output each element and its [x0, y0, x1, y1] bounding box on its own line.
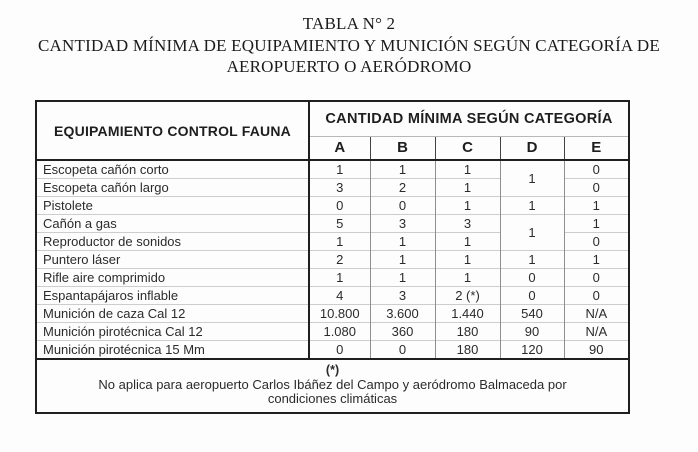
cell-d: 540 — [500, 305, 564, 323]
cell-a: 1 — [309, 233, 370, 251]
cell-e: N/A — [564, 323, 629, 341]
row-label: Cañón a gas — [36, 215, 309, 233]
footnote-marker: (*) — [325, 363, 340, 377]
equipment-header-cell: EQUIPAMIENTO CONTROL FAUNA — [36, 101, 309, 160]
cell-b: 3 — [370, 287, 435, 305]
row-label: Escopeta cañón largo — [36, 179, 309, 197]
row-label: Munición pirotécnica 15 Mm — [36, 341, 309, 360]
cell-c: 180 — [435, 341, 500, 360]
cell-b: 0 — [370, 341, 435, 360]
cell-e: 90 — [564, 341, 629, 360]
footnote-row — [36, 359, 629, 413]
category-col-d: D — [500, 136, 564, 160]
cell-c: 1 — [435, 251, 500, 269]
cell-a: 0 — [309, 341, 370, 360]
cell-c: 180 — [435, 323, 500, 341]
cell-b: 1 — [370, 251, 435, 269]
cell-d-merged: 1 — [500, 215, 564, 251]
cell-e: 1 — [564, 215, 629, 233]
document-title — [0, 13, 698, 78]
row-label: Puntero láser — [36, 251, 309, 269]
table-row — [36, 215, 629, 233]
row-label: Pistolete — [36, 197, 309, 215]
cell-b: 2 — [370, 179, 435, 197]
row-label: Reproductor de sonidos — [36, 233, 309, 251]
cell-b: 3 — [370, 215, 435, 233]
cell-d: 90 — [500, 323, 564, 341]
table-row — [36, 251, 629, 269]
category-col-c: C — [435, 136, 500, 160]
cell-c: 2 (*) — [435, 287, 500, 305]
row-label: Rifle aire comprimido — [36, 269, 309, 287]
table-row — [36, 323, 629, 341]
cell-c: 1 — [435, 160, 500, 179]
cell-a: 1.080 — [309, 323, 370, 341]
cell-b: 1 — [370, 269, 435, 287]
cell-c: 1 — [435, 269, 500, 287]
cell-c: 1 — [435, 233, 500, 251]
cell-d: 1 — [500, 197, 564, 215]
cell-b: 3.600 — [370, 305, 435, 323]
table-row — [36, 160, 629, 179]
cell-e: 0 — [564, 160, 629, 179]
table-row — [36, 305, 629, 323]
cell-d-merged: 1 — [500, 160, 564, 197]
table-row — [36, 269, 629, 287]
table-row — [36, 287, 629, 305]
cell-d: 0 — [500, 269, 564, 287]
cell-a: 4 — [309, 287, 370, 305]
cell-a: 2 — [309, 251, 370, 269]
category-col-a: A — [309, 136, 370, 160]
header-row-group — [36, 101, 629, 136]
document-title-line1: TABLA N° 2 — [302, 14, 396, 33]
cell-b: 1 — [370, 233, 435, 251]
cell-d: 0 — [500, 287, 564, 305]
cell-b: 0 — [370, 197, 435, 215]
cell-e: 0 — [564, 269, 629, 287]
cell-e: 1 — [564, 251, 629, 269]
cell-e: 0 — [564, 287, 629, 305]
document-title-line3: AEROPUERTO O AERÓDROMO — [226, 57, 472, 76]
cell-e: 0 — [564, 233, 629, 251]
cell-a: 0 — [309, 197, 370, 215]
cell-c: 3 — [435, 215, 500, 233]
row-label: Munición de caza Cal 12 — [36, 305, 309, 323]
row-label: Escopeta cañón corto — [36, 160, 309, 179]
table-row — [36, 341, 629, 360]
cell-e: N/A — [564, 305, 629, 323]
cell-a: 5 — [309, 215, 370, 233]
cell-e: 1 — [564, 197, 629, 215]
cell-b: 360 — [370, 323, 435, 341]
row-label: Munición pirotécnica Cal 12 — [36, 323, 309, 341]
cell-d: 120 — [500, 341, 564, 360]
cell-c: 1.440 — [435, 305, 500, 323]
footnote-text-line1: No aplica para aeropuerto Carlos Ibáñez del Campo y aeródromo Balmaceda por — [98, 376, 567, 392]
category-col-e: E — [564, 136, 629, 160]
category-col-b: B — [370, 136, 435, 160]
document-title-line2: CANTIDAD MÍNIMA DE EQUIPAMIENTO Y MUNICIÓN SEGÚN CATEGORÍA DE — [38, 35, 660, 55]
footnote-cell — [36, 359, 629, 413]
row-label: Espantapájaros inflable — [36, 287, 309, 305]
cell-e: 0 — [564, 179, 629, 197]
category-group-header-cell: CANTIDAD MÍNIMA SEGÚN CATEGORÍA — [309, 101, 629, 136]
cell-d: 1 — [500, 251, 564, 269]
table-row — [36, 197, 629, 215]
cell-c: 1 — [435, 179, 500, 197]
footnote-text-line2: condiciones climáticas — [267, 391, 398, 406]
cell-a: 10.800 — [309, 305, 370, 323]
cell-a: 3 — [309, 179, 370, 197]
cell-c: 1 — [435, 197, 500, 215]
cell-a: 1 — [309, 269, 370, 287]
cell-b: 1 — [370, 160, 435, 179]
cell-a: 1 — [309, 160, 370, 179]
fauna-equipment-table — [35, 100, 630, 414]
